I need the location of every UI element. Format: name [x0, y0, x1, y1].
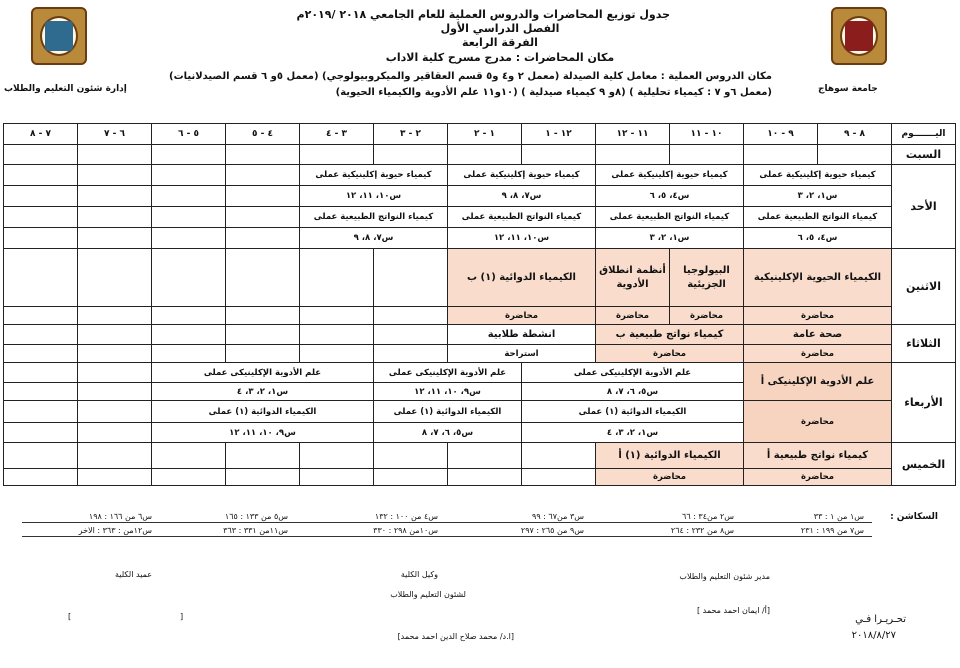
day-sunday: الأحد	[892, 165, 956, 249]
cell: س٩، ١٠، ١١، ١٢	[152, 423, 374, 443]
cell: محاضرة	[744, 307, 892, 325]
cell: محاضرة	[670, 307, 744, 325]
cell: س١، ٢، ٣	[596, 228, 744, 249]
section-range: س١٢من : ٣٦٣ : الاخر	[78, 526, 152, 535]
cell: س١، ٢، ٣، ٤	[152, 383, 374, 401]
cell: علم الأدوية الإكلينيكى عملى	[522, 363, 744, 383]
cell: محاضرة	[596, 345, 744, 363]
day-tuesday: الثلاثاء	[892, 325, 956, 363]
header-row	[4, 124, 956, 145]
cell: محاضرة	[744, 345, 892, 363]
day-saturday: السبت	[892, 145, 956, 165]
section-range: س١١من ٣٣١ : ٣٦٣	[223, 526, 288, 535]
cell: الكيمياء الحيوية الإكلينيكية	[744, 249, 892, 307]
cell: كيمياء النواتج الطبيعية عملى	[448, 207, 596, 228]
time-slot: ٦ - ٧	[78, 124, 152, 145]
time-slot: ١١ - ١٢	[596, 124, 670, 145]
cell: س٤، ٥، ٦	[596, 186, 744, 207]
time-slot: ١٢ - ١	[522, 124, 596, 145]
cell: علم الأدوية الإكلينيكى أ	[744, 363, 892, 401]
day-monday: الاثنين	[892, 249, 956, 325]
section-range: س٢ من٣٤ : ٦٦	[682, 512, 734, 521]
cell: س١٠، ١١، ١٢	[300, 186, 448, 207]
time-slot: ٣ - ٤	[300, 124, 374, 145]
cell: كيمياء حيوية إكلينيكية عملى	[300, 165, 448, 186]
vice-dean-name: [ا.د/ محمد صلاح الدين احمد محمد]	[397, 632, 514, 641]
vice-dean-subtitle: لشئون التعليم والطلاب	[390, 590, 466, 599]
cell: محاضرة	[744, 401, 892, 443]
schedule-table	[3, 123, 956, 486]
row-saturday	[4, 145, 956, 165]
semester: الفصل الدراسي الأول	[440, 22, 560, 35]
section-range: س٤ من ١٠٠ : ١٣٢	[374, 512, 438, 521]
cell: الكيمياء الدوائية (١) عملى	[522, 401, 744, 423]
cell: س٧، ٨، ٩	[448, 186, 596, 207]
day-thursday: الخميس	[892, 443, 956, 486]
cell: صحة عامة	[744, 325, 892, 345]
section-range: س٣ من٦٧ : ٩٩	[532, 512, 584, 521]
time-slot: ٧ - ٨	[4, 124, 78, 145]
day-header: اليـــــــوم	[892, 124, 956, 145]
date-label: تحـريـرا فـي	[855, 614, 906, 625]
cell: كيمياء حيوية إكلينيكية عملى	[448, 165, 596, 186]
row-wednesday	[4, 363, 956, 383]
section-range: س١٠من ٢٩٨ : ٣٣٠	[373, 526, 438, 535]
time-slot: ١٠ - ١١	[670, 124, 744, 145]
row-thursday	[4, 443, 956, 469]
cell: كيمياء النواتج الطبيعية عملى	[300, 207, 448, 228]
level: الفرقة الرابعة	[462, 36, 538, 49]
labs-note: (معمل ٦و ٧ : كيمياء تحليلية ) (٨و ٩ كيمياء صيدلية ) (١٠و١١ علم الأدوية والكيمياء الحيوية)	[335, 87, 772, 98]
dean-title: عميد الكلية	[115, 570, 152, 579]
office-logo	[31, 7, 87, 65]
time-slot: ١ - ٢	[448, 124, 522, 145]
cell: كيمياء حيوية إكلينيكية عملى	[596, 165, 744, 186]
section-range: س٨ من ٢٣٢ : ٢٦٤	[670, 526, 734, 535]
cell: س٧، ٨، ٩	[300, 228, 448, 249]
cell: أنظمة انطلاق الأدوية	[596, 249, 670, 307]
cell: محاضرة	[744, 469, 892, 486]
dean-name-open: [	[180, 612, 184, 621]
sections-label: السكاشن :	[890, 512, 938, 522]
lecture-place: مكان المحاضرات : مدرج مسرح كلية الاداب	[385, 51, 615, 64]
vice-dean-title: وكيل الكلية	[400, 570, 438, 579]
row-sunday	[4, 165, 956, 186]
cell: س٩، ١٠، ١١، ١٢	[374, 383, 522, 401]
cell: محاضرة	[596, 469, 744, 486]
cell: محاضرة	[448, 307, 596, 325]
row-tuesday	[4, 325, 956, 345]
cell: كيمياء نواتج طبيعية أ	[744, 443, 892, 469]
section-range: س٥ من ١٣٣ : ١٦٥	[224, 512, 288, 521]
section-range: س٦ من ١٦٦ : ١٩٨	[88, 512, 152, 521]
cell: س٤، ٥، ٦	[744, 228, 892, 249]
dean-name-close: ]	[68, 612, 72, 621]
time-slot: ٤ - ٥	[226, 124, 300, 145]
section-range: س٧ من ١٩٩ : ٢٣١	[800, 526, 864, 535]
cell: كيمياء نواتج طبيعية ب	[596, 325, 744, 345]
cell: كيمياء النواتج الطبيعية عملى	[596, 207, 744, 228]
director-title: مدير شئون التعليم والطلاب	[679, 572, 770, 581]
time-slot: ٩ - ١٠	[744, 124, 818, 145]
cell: س٥، ٦، ٧، ٨	[374, 423, 522, 443]
time-slot: ٥ - ٦	[152, 124, 226, 145]
cell: البيولوجيا الجزيئية	[670, 249, 744, 307]
section-range: س٩ من ٢٦٥ : ٢٩٧	[520, 526, 584, 535]
cell: كيمياء النواتج الطبيعية عملى	[744, 207, 892, 228]
cell: الكيمياء الدوائية (١) عملى	[374, 401, 522, 423]
cell: علم الأدوية الإكلينيكى عملى	[374, 363, 522, 383]
time-slot: ٢ - ٣	[374, 124, 448, 145]
cell: كيمياء حيوية إكلينيكية عملى	[744, 165, 892, 186]
practical-place: مكان الدروس العملية : معامل كلية الصيدلة (معمل ٢ و٤ و٥ قسم العقاقير والميكروبيولوجي) (معمل ٥و ٦ قسم الصيدلانيات)	[169, 71, 772, 82]
cell: علم الأدوية الإكلينيكى عملى	[152, 363, 374, 383]
university-logo	[831, 7, 887, 65]
cell: س١، ٢، ٣، ٤	[522, 423, 744, 443]
cell: س١٠، ١١، ١٢	[448, 228, 596, 249]
cell: الكيمياء الدوائية (١) ب	[448, 249, 596, 307]
section-range: س١ من ١ : ٣٣	[813, 512, 864, 521]
cell: استراحة	[448, 345, 596, 363]
cell: س١، ٢، ٣	[744, 186, 892, 207]
cell: س٥، ٦، ٧، ٨	[522, 383, 744, 401]
office-caption: إدارة شئون التعليم والطلاب	[4, 84, 127, 94]
page-title: جدول توزيع المحاضرات والدروس العملية للعام الجامعي ٢٠١٨ /٢٠١٩م	[296, 8, 670, 21]
date-value: ٢٠١٨/٨/٢٧	[851, 630, 896, 641]
cell: الكيمياء الدوائية (١) أ	[596, 443, 744, 469]
cell: الكيمياء الدوائية (١) عملى	[152, 401, 374, 423]
university-caption: جامعة سوهاج	[818, 84, 878, 94]
cell: محاضرة	[596, 307, 670, 325]
cell: انشطة طلابية	[448, 325, 596, 345]
day-wednesday: الأربعاء	[892, 363, 956, 443]
director-name: [أ/ ايمان احمد محمد ]	[697, 606, 770, 615]
row-monday	[4, 249, 956, 307]
time-slot: ٨ - ٩	[818, 124, 892, 145]
